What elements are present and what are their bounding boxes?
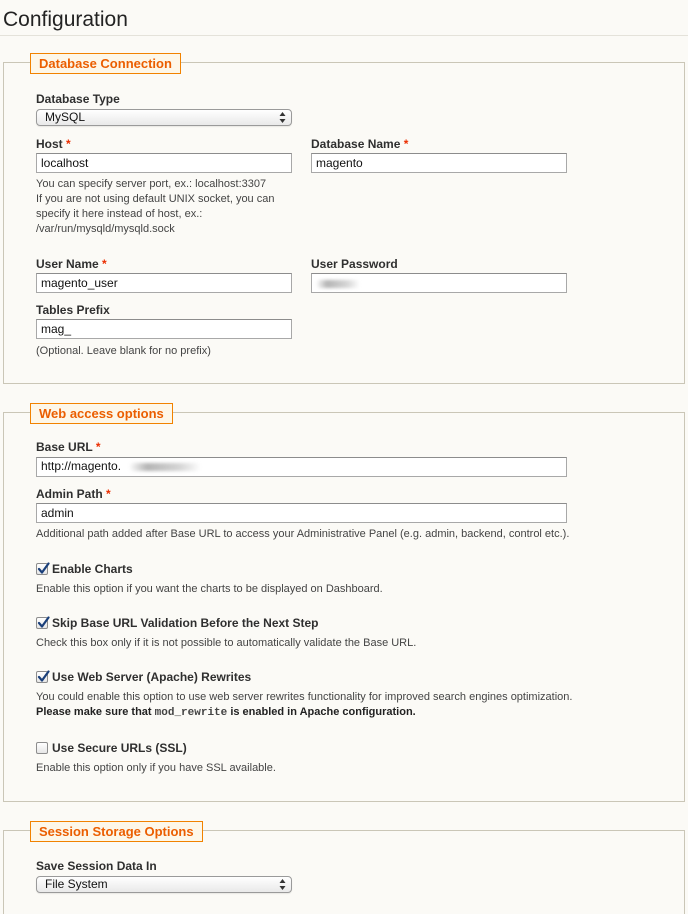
enable-charts-note: Enable this option if you want the charts to be displayed on Dashboard. <box>36 583 383 595</box>
tables-prefix-label: Tables Prefix <box>36 303 110 317</box>
database-type-value: MySQL <box>45 110 86 124</box>
user-password-input[interactable] <box>311 273 567 293</box>
database-type-label: Database Type <box>36 92 120 106</box>
base-url-value: http://magento. <box>41 459 122 473</box>
database-name-input[interactable] <box>311 153 567 173</box>
user-name-label: User Name * <box>36 257 107 271</box>
host-input[interactable] <box>36 153 292 173</box>
tables-prefix-input[interactable] <box>36 319 292 339</box>
use-rewrites-note: You could enable this option to use web server rewrites functionality for improved search engines optimization. Please make sure that mod_rewrite is enabled in Apache configuration. <box>36 691 573 719</box>
admin-path-input[interactable] <box>36 503 567 523</box>
database-name-label: Database Name * <box>311 137 409 151</box>
required-asterisk: * <box>403 137 409 151</box>
required-asterisk: * <box>66 137 71 151</box>
required-asterisk: * <box>95 440 101 454</box>
password-obscured <box>316 280 360 288</box>
web-access-legend: Web access options <box>30 403 173 424</box>
database-connection-legend: Database Connection <box>30 53 181 74</box>
base-url-obscured <box>129 463 201 471</box>
session-storage-legend: Session Storage Options <box>30 821 203 842</box>
host-label: Host * <box>36 137 71 151</box>
admin-path-note: Additional path added after Base URL to access your Administrative Panel (e.g. admin, backend, control etc.). <box>36 528 570 540</box>
user-password-label: User Password <box>311 257 398 271</box>
use-secure-urls-note: Enable this option only if you have SSL available. <box>36 762 276 774</box>
admin-path-label: Admin Path * <box>36 487 111 501</box>
checkmark-icon <box>37 670 50 683</box>
enable-charts-checkbox[interactable] <box>36 563 48 575</box>
save-session-select[interactable] <box>36 876 292 893</box>
page-title: Configuration <box>3 8 128 31</box>
save-session-label: Save Session Data In <box>36 859 157 873</box>
save-session-value: File System <box>45 877 108 891</box>
checkmark-icon <box>37 562 50 575</box>
use-rewrites-checkbox[interactable] <box>36 671 48 683</box>
skip-url-validation-checkbox[interactable] <box>36 617 48 629</box>
use-secure-urls-label[interactable]: Use Secure URLs (SSL) <box>52 741 187 755</box>
tables-prefix-note: (Optional. Leave blank for no prefix) <box>36 345 211 357</box>
title-divider <box>0 35 688 36</box>
select-arrows-icon <box>279 111 286 124</box>
skip-url-validation-label[interactable]: Skip Base URL Validation Before the Next Step <box>52 616 319 630</box>
required-asterisk: * <box>106 487 111 501</box>
enable-charts-label[interactable]: Enable Charts <box>52 562 133 576</box>
base-url-label: Base URL * <box>36 440 101 454</box>
required-asterisk: * <box>102 257 107 271</box>
user-name-input[interactable] <box>36 273 292 293</box>
skip-url-validation-note: Check this box only if it is not possible to automatically validate the Base URL. <box>36 637 417 649</box>
host-note: You can specify server port, ex.: localhost:3307 If you are not using default UNIX socket, you can specify it here instead of host, ex.: /var/run/mysqld/mysqld.sock <box>36 178 275 235</box>
use-rewrites-label[interactable]: Use Web Server (Apache) Rewrites <box>52 670 252 684</box>
base-url-input[interactable] <box>36 457 567 477</box>
checkmark-icon <box>37 616 50 629</box>
select-arrows-icon <box>279 878 286 891</box>
database-type-select[interactable] <box>36 109 292 126</box>
use-secure-urls-checkbox[interactable] <box>36 742 48 754</box>
